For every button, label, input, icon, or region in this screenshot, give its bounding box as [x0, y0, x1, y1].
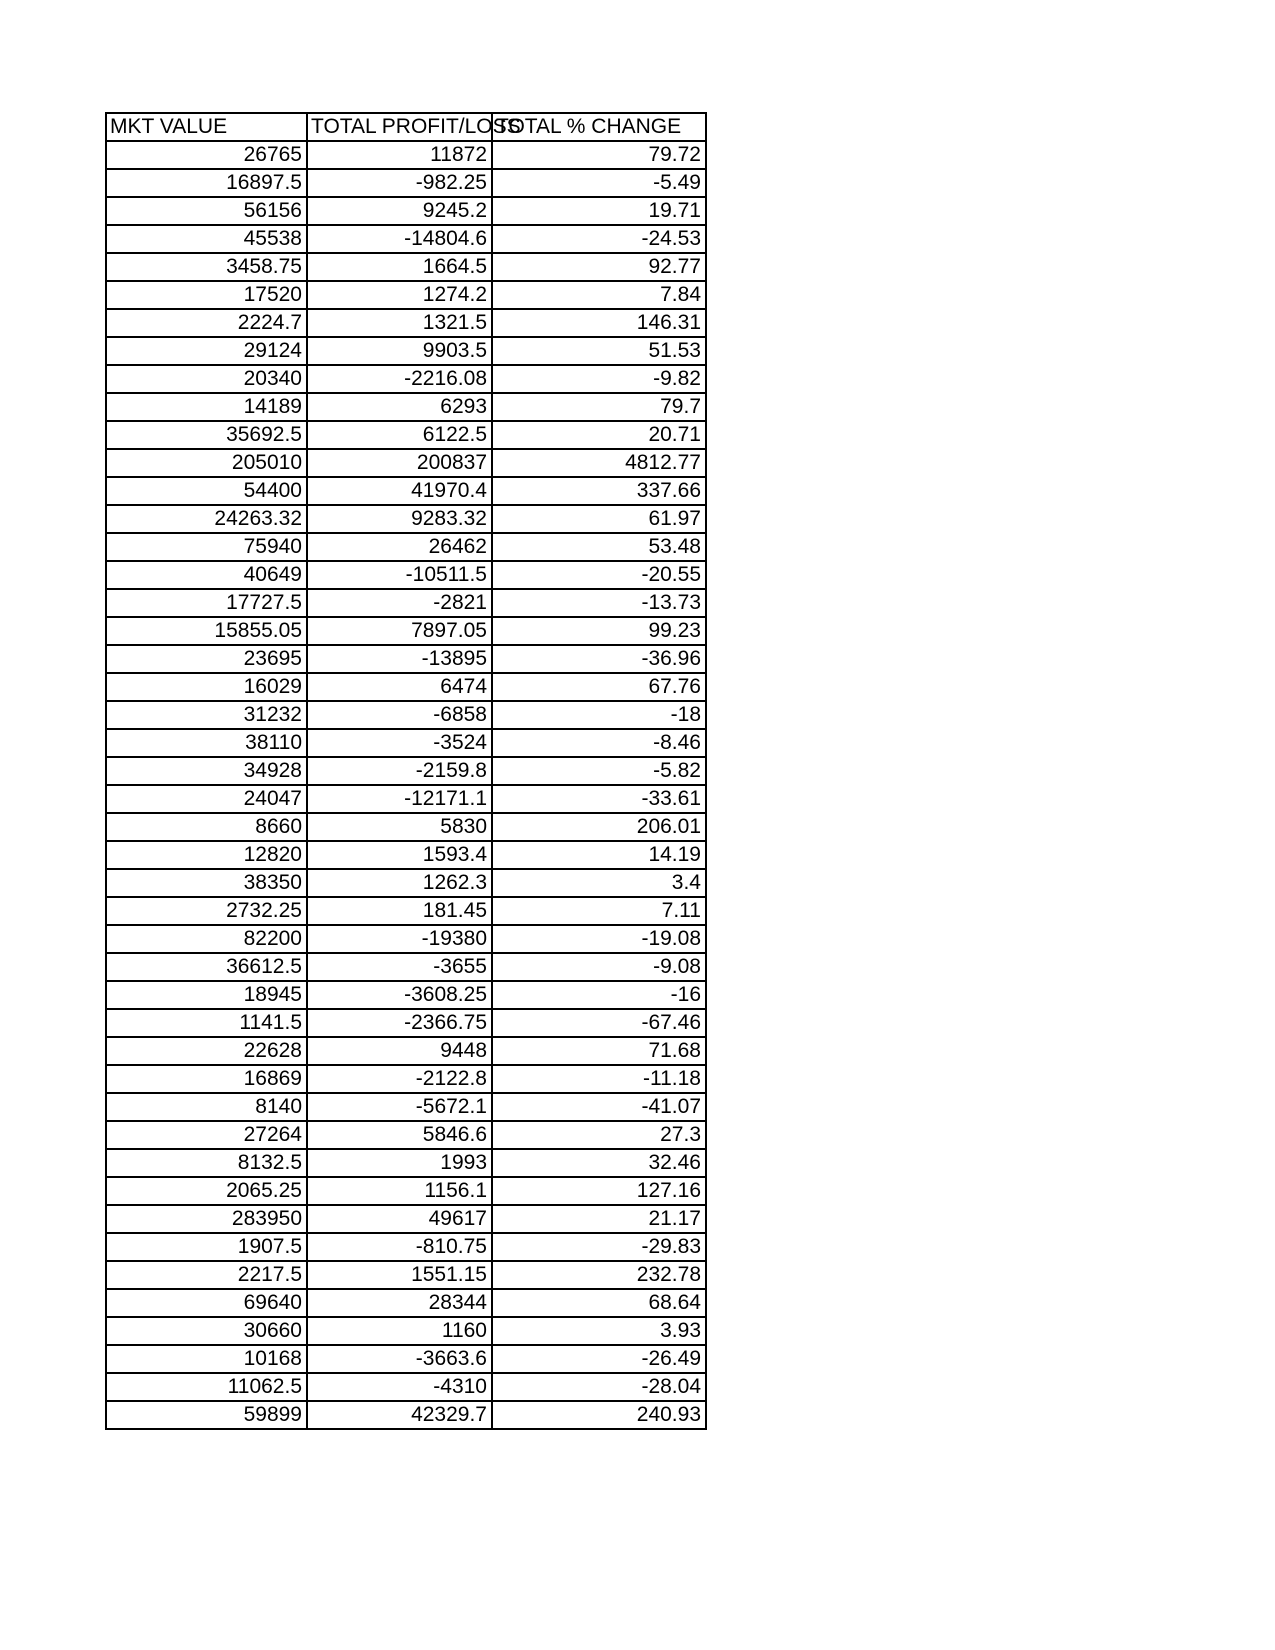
mkt-value-cell: 16869: [106, 1065, 307, 1093]
mkt-value-cell: 18945: [106, 981, 307, 1009]
total-profit-loss-cell: 9448: [307, 1037, 492, 1065]
total-profit-loss-cell: 9283.32: [307, 505, 492, 533]
mkt-value-cell: 205010: [106, 449, 307, 477]
table-row: [106, 1345, 706, 1373]
total-pct-change-cell: 51.53: [492, 337, 706, 365]
header-mkt-value: MKT VALUE: [106, 113, 307, 141]
total-profit-loss-cell: -3655: [307, 953, 492, 981]
table-row: [106, 1233, 706, 1261]
table-row: [106, 1317, 706, 1345]
total-profit-loss-cell: 6474: [307, 673, 492, 701]
total-pct-change-cell: 67.76: [492, 673, 706, 701]
mkt-value-cell: 40649: [106, 561, 307, 589]
table-row: [106, 589, 706, 617]
total-pct-change-cell: 127.16: [492, 1177, 706, 1205]
table-row: [106, 505, 706, 533]
total-pct-change-cell: -13.73: [492, 589, 706, 617]
mkt-value-cell: 24047: [106, 785, 307, 813]
mkt-value-cell: 11062.5: [106, 1373, 307, 1401]
total-pct-change-cell: 7.11: [492, 897, 706, 925]
mkt-value-cell: 23695: [106, 645, 307, 673]
table-row: [106, 197, 706, 225]
total-pct-change-cell: -19.08: [492, 925, 706, 953]
total-pct-change-cell: 27.3: [492, 1121, 706, 1149]
total-pct-change-cell: -26.49: [492, 1345, 706, 1373]
total-profit-loss-cell: -2366.75: [307, 1009, 492, 1037]
mkt-value-cell: 31232: [106, 701, 307, 729]
total-pct-change-cell: -29.83: [492, 1233, 706, 1261]
mkt-value-cell: 10168: [106, 1345, 307, 1373]
table-body: [106, 141, 706, 1429]
table-row: [106, 1289, 706, 1317]
total-pct-change-cell: -11.18: [492, 1065, 706, 1093]
total-pct-change-cell: 68.64: [492, 1289, 706, 1317]
table-row: [106, 897, 706, 925]
table-row: [106, 981, 706, 1009]
total-profit-loss-cell: -5672.1: [307, 1093, 492, 1121]
total-pct-change-cell: -24.53: [492, 225, 706, 253]
total-pct-change-cell: 3.93: [492, 1317, 706, 1345]
total-pct-change-cell: -8.46: [492, 729, 706, 757]
total-pct-change-cell: -16: [492, 981, 706, 1009]
total-profit-loss-cell: 5846.6: [307, 1121, 492, 1149]
total-pct-change-cell: 99.23: [492, 617, 706, 645]
mkt-value-cell: 3458.75: [106, 253, 307, 281]
mkt-value-cell: 59899: [106, 1401, 307, 1429]
total-pct-change-cell: -5.49: [492, 169, 706, 197]
mkt-value-cell: 8140: [106, 1093, 307, 1121]
mkt-value-cell: 54400: [106, 477, 307, 505]
total-pct-change-cell: -9.82: [492, 365, 706, 393]
total-profit-loss-cell: 6293: [307, 393, 492, 421]
mkt-value-cell: 34928: [106, 757, 307, 785]
total-profit-loss-cell: 1262.3: [307, 869, 492, 897]
mkt-value-cell: 14189: [106, 393, 307, 421]
table-row: [106, 813, 706, 841]
table-row: [106, 1205, 706, 1233]
mkt-value-cell: 56156: [106, 197, 307, 225]
total-profit-loss-cell: -4310: [307, 1373, 492, 1401]
table-row: [106, 1149, 706, 1177]
total-pct-change-cell: -67.46: [492, 1009, 706, 1037]
total-pct-change-cell: 7.84: [492, 281, 706, 309]
table-row: [106, 925, 706, 953]
total-pct-change-cell: 21.17: [492, 1205, 706, 1233]
table-row: [106, 253, 706, 281]
table-row: [106, 1261, 706, 1289]
mkt-value-cell: 1907.5: [106, 1233, 307, 1261]
table-row: [106, 449, 706, 477]
total-profit-loss-cell: -10511.5: [307, 561, 492, 589]
table-row: [106, 841, 706, 869]
table-row: [106, 393, 706, 421]
total-pct-change-cell: 240.93: [492, 1401, 706, 1429]
total-pct-change-cell: 232.78: [492, 1261, 706, 1289]
table-row: [106, 1065, 706, 1093]
total-profit-loss-cell: 9903.5: [307, 337, 492, 365]
total-profit-loss-cell: -3608.25: [307, 981, 492, 1009]
mkt-value-cell: 16897.5: [106, 169, 307, 197]
mkt-value-cell: 26765: [106, 141, 307, 169]
total-pct-change-cell: -41.07: [492, 1093, 706, 1121]
total-pct-change-cell: 61.97: [492, 505, 706, 533]
total-pct-change-cell: 53.48: [492, 533, 706, 561]
table-row: [106, 169, 706, 197]
total-pct-change-cell: -20.55: [492, 561, 706, 589]
total-profit-loss-cell: 1993: [307, 1149, 492, 1177]
header-total-pct-change: TOTAL % CHANGE: [492, 113, 706, 141]
total-pct-change-cell: 4812.77: [492, 449, 706, 477]
table-row: [106, 281, 706, 309]
total-profit-loss-cell: 11872: [307, 141, 492, 169]
table-row: [106, 365, 706, 393]
total-profit-loss-cell: -12171.1: [307, 785, 492, 813]
mkt-value-cell: 38350: [106, 869, 307, 897]
mkt-value-cell: 15855.05: [106, 617, 307, 645]
total-pct-change-cell: 19.71: [492, 197, 706, 225]
table-row: [106, 617, 706, 645]
table-row: [106, 701, 706, 729]
mkt-value-cell: 45538: [106, 225, 307, 253]
total-pct-change-cell: -36.96: [492, 645, 706, 673]
total-profit-loss-cell: 1321.5: [307, 309, 492, 337]
total-profit-loss-cell: -3524: [307, 729, 492, 757]
table-row: [106, 1177, 706, 1205]
total-profit-loss-cell: 28344: [307, 1289, 492, 1317]
total-pct-change-cell: 3.4: [492, 869, 706, 897]
total-pct-change-cell: 71.68: [492, 1037, 706, 1065]
table-row: [106, 1093, 706, 1121]
total-profit-loss-cell: 42329.7: [307, 1401, 492, 1429]
total-pct-change-cell: -28.04: [492, 1373, 706, 1401]
table-row: [106, 309, 706, 337]
table-row: [106, 1373, 706, 1401]
total-profit-loss-cell: 1156.1: [307, 1177, 492, 1205]
total-profit-loss-cell: -3663.6: [307, 1345, 492, 1373]
table-row: [106, 729, 706, 757]
total-profit-loss-cell: -14804.6: [307, 225, 492, 253]
total-pct-change-cell: 14.19: [492, 841, 706, 869]
mkt-value-cell: 1141.5: [106, 1009, 307, 1037]
total-profit-loss-cell: 1274.2: [307, 281, 492, 309]
total-pct-change-cell: 79.7: [492, 393, 706, 421]
total-profit-loss-cell: -2159.8: [307, 757, 492, 785]
table-row: [106, 953, 706, 981]
table-row: [106, 1121, 706, 1149]
mkt-value-cell: 69640: [106, 1289, 307, 1317]
table-row: [106, 673, 706, 701]
mkt-value-cell: 8132.5: [106, 1149, 307, 1177]
mkt-value-cell: 24263.32: [106, 505, 307, 533]
table-row: [106, 141, 706, 169]
total-pct-change-cell: 20.71: [492, 421, 706, 449]
total-profit-loss-cell: 200837: [307, 449, 492, 477]
mkt-value-cell: 8660: [106, 813, 307, 841]
total-profit-loss-cell: 5830: [307, 813, 492, 841]
table-row: [106, 1401, 706, 1429]
table-row: [106, 225, 706, 253]
spreadsheet-table: [105, 112, 707, 1430]
mkt-value-cell: 16029: [106, 673, 307, 701]
total-profit-loss-cell: -810.75: [307, 1233, 492, 1261]
mkt-value-cell: 38110: [106, 729, 307, 757]
total-pct-change-cell: 146.31: [492, 309, 706, 337]
total-profit-loss-cell: -2216.08: [307, 365, 492, 393]
mkt-value-cell: 283950: [106, 1205, 307, 1233]
mkt-value-cell: 17727.5: [106, 589, 307, 617]
total-profit-loss-cell: 1593.4: [307, 841, 492, 869]
total-profit-loss-cell: -19380: [307, 925, 492, 953]
table-row: [106, 477, 706, 505]
mkt-value-cell: 12820: [106, 841, 307, 869]
total-profit-loss-cell: 7897.05: [307, 617, 492, 645]
total-profit-loss-cell: -2821: [307, 589, 492, 617]
total-profit-loss-cell: 1664.5: [307, 253, 492, 281]
table-row: [106, 1037, 706, 1065]
total-pct-change-cell: -9.08: [492, 953, 706, 981]
table-row: [106, 561, 706, 589]
total-pct-change-cell: 79.72: [492, 141, 706, 169]
mkt-value-cell: 35692.5: [106, 421, 307, 449]
header-row: [106, 113, 706, 141]
table-row: [106, 785, 706, 813]
mkt-value-cell: 36612.5: [106, 953, 307, 981]
total-pct-change-cell: -18: [492, 701, 706, 729]
table-row: [106, 337, 706, 365]
table-row: [106, 757, 706, 785]
total-pct-change-cell: -5.82: [492, 757, 706, 785]
mkt-value-cell: 20340: [106, 365, 307, 393]
total-profit-loss-cell: -13895: [307, 645, 492, 673]
total-pct-change-cell: 32.46: [492, 1149, 706, 1177]
header-total-profit-loss: TOTAL PROFIT/LOSS: [307, 113, 492, 141]
mkt-value-cell: 2217.5: [106, 1261, 307, 1289]
total-profit-loss-cell: -2122.8: [307, 1065, 492, 1093]
table-row: [106, 421, 706, 449]
mkt-value-cell: 2065.25: [106, 1177, 307, 1205]
mkt-value-cell: 30660: [106, 1317, 307, 1345]
table-row: [106, 533, 706, 561]
mkt-value-cell: 27264: [106, 1121, 307, 1149]
mkt-value-cell: 2224.7: [106, 309, 307, 337]
total-pct-change-cell: -33.61: [492, 785, 706, 813]
table-row: [106, 869, 706, 897]
total-profit-loss-cell: 9245.2: [307, 197, 492, 225]
mkt-value-cell: 82200: [106, 925, 307, 953]
mkt-value-cell: 75940: [106, 533, 307, 561]
total-profit-loss-cell: 49617: [307, 1205, 492, 1233]
total-pct-change-cell: 337.66: [492, 477, 706, 505]
total-profit-loss-cell: 1551.15: [307, 1261, 492, 1289]
total-profit-loss-cell: -6858: [307, 701, 492, 729]
table-row: [106, 645, 706, 673]
total-profit-loss-cell: 26462: [307, 533, 492, 561]
total-profit-loss-cell: 41970.4: [307, 477, 492, 505]
mkt-value-cell: 22628: [106, 1037, 307, 1065]
total-profit-loss-cell: 6122.5: [307, 421, 492, 449]
total-pct-change-cell: 92.77: [492, 253, 706, 281]
mkt-value-cell: 2732.25: [106, 897, 307, 925]
total-profit-loss-cell: 1160: [307, 1317, 492, 1345]
total-profit-loss-cell: 181.45: [307, 897, 492, 925]
total-pct-change-cell: 206.01: [492, 813, 706, 841]
total-profit-loss-cell: -982.25: [307, 169, 492, 197]
mkt-value-cell: 17520: [106, 281, 307, 309]
mkt-value-cell: 29124: [106, 337, 307, 365]
table-row: [106, 1009, 706, 1037]
